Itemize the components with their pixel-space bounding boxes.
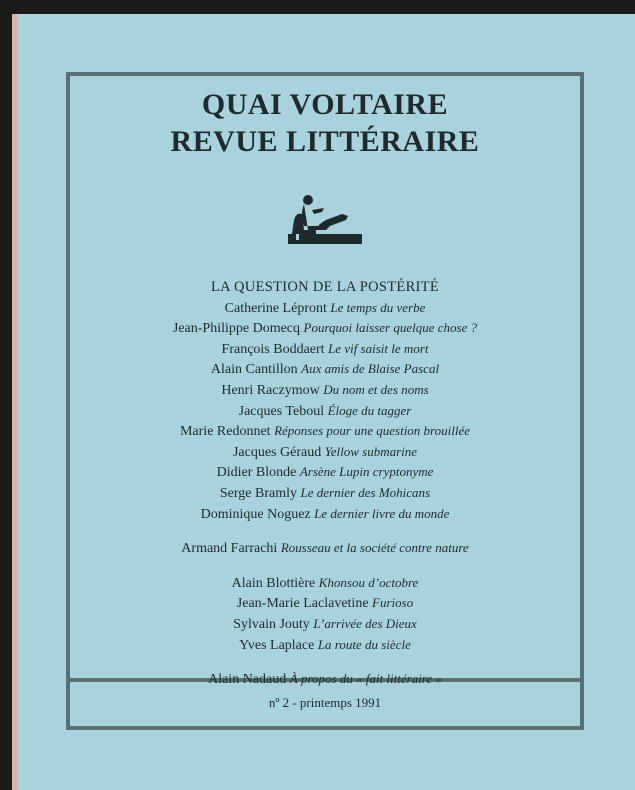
entry-author: Marie Redonnet [179, 424, 271, 440]
contents-entry [70, 635, 580, 656]
entry-title: L’arrivée des Dieux [313, 615, 417, 631]
entry-author: Catherine Lépront [224, 300, 327, 316]
entry-author: Alain Nadaud [208, 672, 287, 688]
title-line-1: QUAI VOLTAIRE [201, 88, 449, 121]
entry-title: Pourquoi laisser quelque chose ? [303, 320, 478, 336]
entry-title: Furioso [372, 595, 414, 611]
entry-author: Serge Bramly [219, 485, 297, 501]
entry-author: Henri Raczymow [221, 382, 320, 398]
issue-number: nº 2 - printemps 1991 [268, 695, 382, 710]
contents-entry [70, 593, 580, 614]
entry-title: La route du siècle [317, 636, 411, 652]
entry-title: Éloge du tagger [327, 402, 412, 418]
entry-author: Yves Laplace [239, 637, 315, 653]
contents-group-2 [70, 538, 580, 559]
entry-author: Armand Farrachi [181, 541, 278, 557]
entry-author: Alain Blottière [231, 575, 316, 591]
entry-title: Le dernier livre du monde [314, 505, 450, 521]
contents-entry [70, 421, 580, 442]
entry-title: Le vif saisit le mort [328, 340, 429, 356]
contents-entry [70, 442, 580, 463]
contents-entry [70, 380, 580, 401]
contents-entry [70, 669, 580, 690]
reading-figure-icon [286, 190, 364, 246]
entry-title: Réponses pour une question brouillée [274, 423, 471, 439]
contents-entry [70, 359, 580, 380]
contents-group-1 [70, 298, 580, 525]
contents-group-4 [70, 669, 580, 690]
entry-author: Didier Blonde [216, 465, 297, 481]
contents-entry [70, 401, 580, 422]
entry-title: Aux amis de Blaise Pascal [301, 361, 440, 377]
entry-author: Alain Cantillon [210, 362, 298, 378]
entry-title: Arsène Lupin cryptonyme [299, 464, 434, 480]
contents-group-3 [70, 573, 580, 655]
cover-spine-edge [12, 14, 18, 790]
contents-entry [70, 298, 580, 319]
title-line-2: REVUE LITTÉRAIRE [170, 125, 480, 158]
entry-author: Sylvain Jouty [233, 616, 310, 632]
table-of-contents [70, 278, 580, 690]
contents-entry [70, 614, 580, 635]
contents-entry [70, 483, 580, 504]
entry-title: Yellow submarine [324, 443, 418, 459]
entry-author: Jean-Philippe Domecq [172, 321, 301, 337]
entry-title: Le temps du verbe [330, 299, 426, 315]
entry-title: Rousseau et la société contre nature [280, 540, 469, 556]
entry-title: Du nom et des noms [323, 381, 429, 397]
contents-entry [70, 318, 580, 339]
entry-title: Le dernier des Mohicans [300, 484, 431, 500]
entry-author: Jacques Géraud [232, 444, 322, 460]
contents-entry [70, 538, 580, 559]
entry-title: Khonsou d’octobre [318, 574, 419, 590]
entry-title: À propos du « fait littéraire » [289, 671, 442, 687]
entry-author: Jacques Teboul [238, 403, 325, 419]
entry-author: Dominique Noguez [200, 506, 311, 522]
contents-entry [70, 339, 580, 360]
entry-author: Jean-Marie Laclavetine [236, 596, 369, 612]
contents-entry [70, 573, 580, 594]
contents-entry [70, 504, 580, 525]
section-heading: LA QUESTION DE LA POSTÉRITÉ [210, 279, 439, 295]
contents-entry [70, 462, 580, 483]
entry-author: François Boddaert [221, 341, 325, 357]
